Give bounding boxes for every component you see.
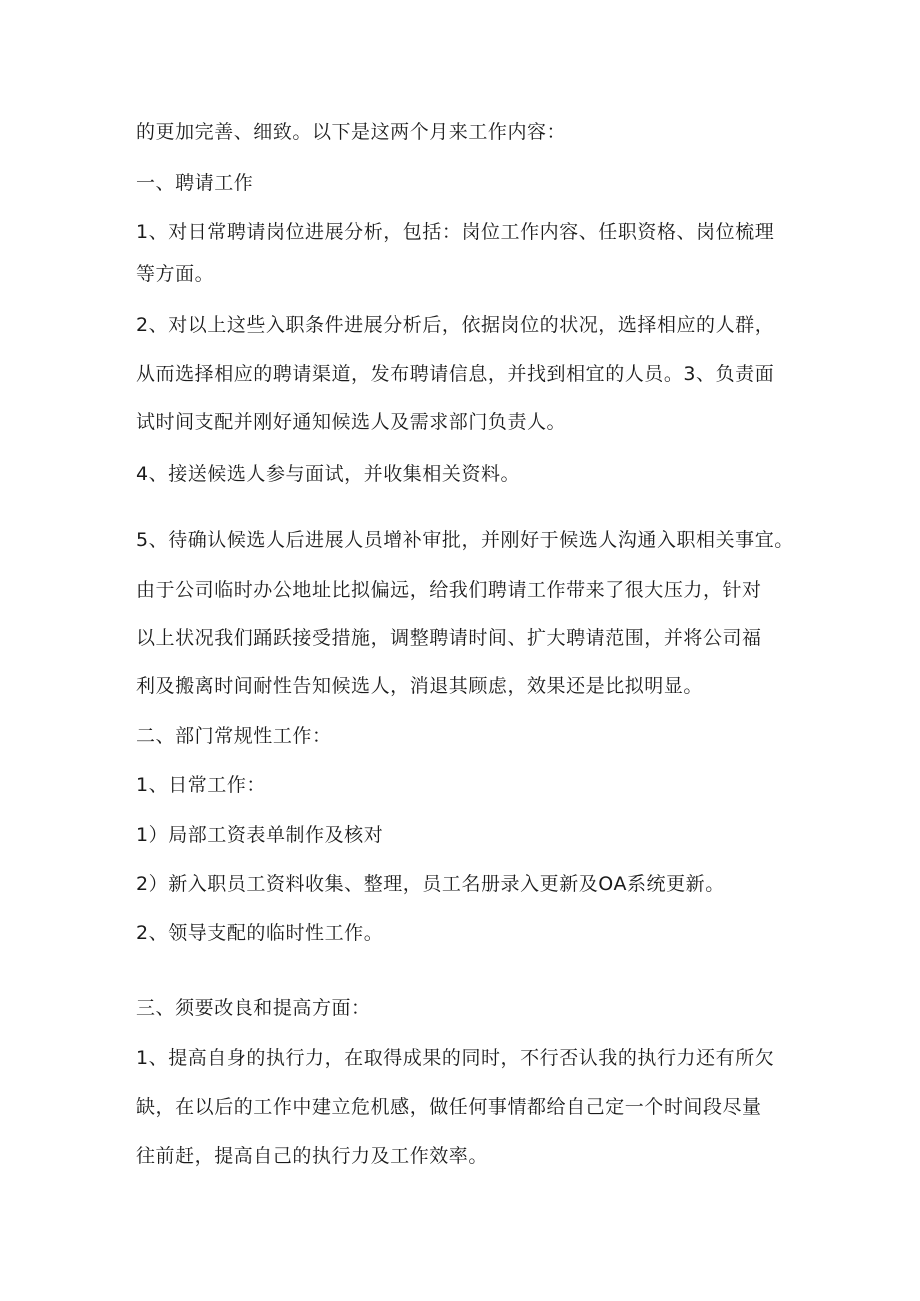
section-heading-improvement: 三、须要改良和提高方面： xyxy=(136,997,371,1019)
text-line: 缺，在以后的工作中建立危机感，做任何事情都给自己定一个时间段尽量 xyxy=(136,1096,762,1118)
text-line: 5、待确认候选人后进展人员增补审批，并刚好于候选人沟通入职相关事宜。 xyxy=(136,529,794,551)
text-line: 试时间支配并刚好通知候选人及需求部门负责人。 xyxy=(136,411,567,433)
text-line: 以上状况我们踊跃接受措施，调整聘请时间、扩大聘请范围，并将公司福 xyxy=(136,627,762,649)
text-line: 1）局部工资表单制作及核对 xyxy=(136,824,384,846)
text-line: 1、日常工作： xyxy=(136,774,266,796)
section-heading-recruitment: 一、聘请工作 xyxy=(136,172,254,194)
text-line: 1、提高自身的执行力，在取得成果的同时，不行否认我的执行力还有所欠 xyxy=(136,1047,775,1069)
text-line: 由于公司临时办公地址比拟偏远，给我们聘请工作带来了很大压力，针对 xyxy=(136,579,762,601)
text-line: 1、对日常聘请岗位进展分析，包括：岗位工作内容、任职资格、岗位梳理 xyxy=(136,221,775,243)
text-line: 往前赶，提高自己的执行力及工作效率。 xyxy=(136,1145,488,1167)
text-line: 从而选择相应的聘请渠道，发布聘请信息，并找到相宜的人员。3、负责面 xyxy=(136,363,775,385)
section-heading-routine-work: 二、部门常规性工作： xyxy=(136,725,332,747)
text-line: 2）新入职员工资料收集、整理，员工名册录入更新及OA系统更新。 xyxy=(136,873,725,895)
text-line: 等方面。 xyxy=(136,263,215,285)
text-line: 的更加完善、细致。以下是这两个月来工作内容： xyxy=(136,121,567,143)
text-line: 利及搬离时间耐性告知候选人，消退其顾虑，效果还是比拟明显。 xyxy=(136,675,703,697)
text-line: 2、对以上这些入职条件进展分析后，依据岗位的状况，选择相应的人群， xyxy=(136,314,775,336)
text-line: 2、领导支配的临时性工作。 xyxy=(136,922,384,944)
text-line: 4、接送候选人参与面试，并收集相关资料。 xyxy=(136,463,521,485)
